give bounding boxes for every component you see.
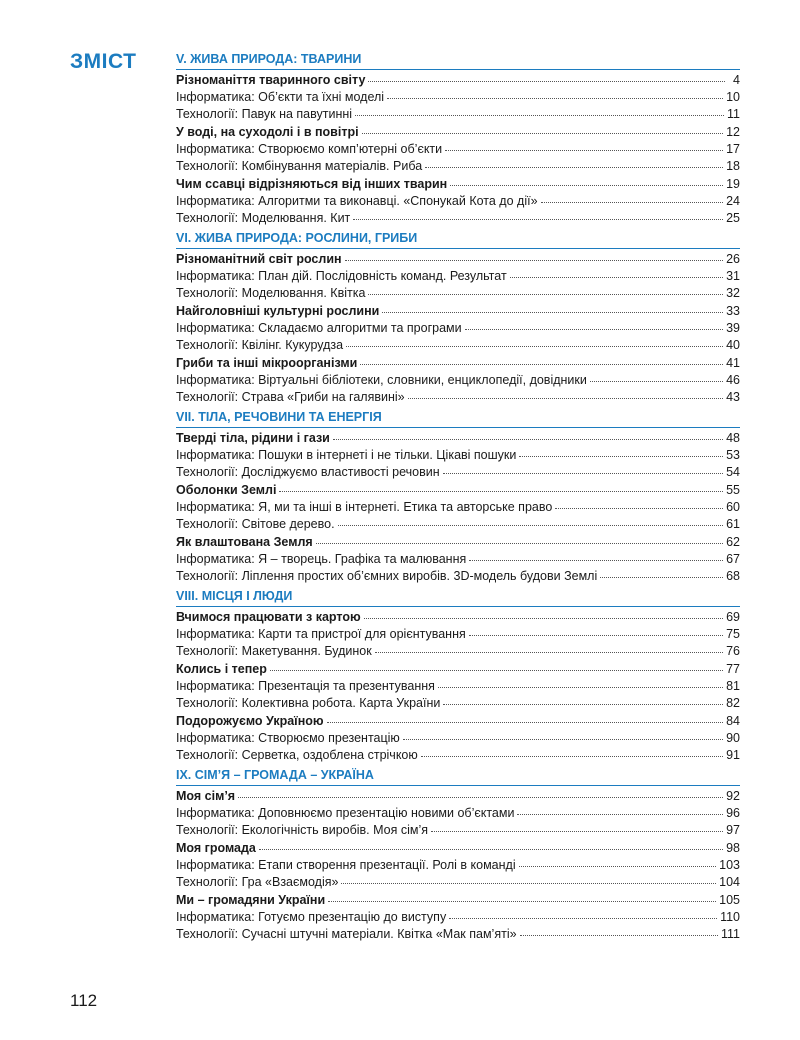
entry-page-number: 31: [726, 269, 740, 283]
table-of-contents: [176, 50, 740, 945]
entry-title: Оболонки Землі: [176, 483, 277, 497]
entry-title: Технології: Ліплення простих об’ємних виробів. 3D-модель будови Землі: [176, 569, 598, 583]
toc-section: [176, 587, 740, 764]
dot-leader: [449, 909, 717, 919]
dot-leader: [279, 482, 723, 492]
entry-title: Технології: Сучасні штучні матеріали. Квітка «Мак пам’яті»: [176, 927, 517, 941]
toc-subentry[interactable]: [176, 747, 740, 764]
entry-title: Колись і тепер: [176, 662, 267, 676]
entry-page-number: 96: [726, 806, 740, 820]
dot-leader: [450, 176, 723, 186]
entry-title: Найголовніші культурні рослини: [176, 304, 380, 318]
toc-topic-entry[interactable]: [176, 892, 740, 909]
toc-subentry[interactable]: [176, 89, 740, 106]
toc-subentry[interactable]: [176, 874, 740, 891]
entry-title: Технології: Макетування. Будинок: [176, 644, 372, 658]
dot-leader: [445, 141, 723, 151]
entry-page-number: 91: [726, 748, 740, 762]
entry-title: Подорожуємо Україною: [176, 714, 324, 728]
entry-title: Ми – громадяни України: [176, 893, 326, 907]
toc-subentry[interactable]: [176, 285, 740, 302]
dot-leader: [469, 551, 723, 561]
dot-leader: [519, 447, 723, 457]
entry-title: Інформатика: Пошуки в інтернеті і не тільки. Цікаві пошуки: [176, 448, 517, 462]
toc-topic-entry[interactable]: [176, 251, 740, 268]
entry-title: Технології: Серветка, оздоблена стрічкою: [176, 748, 418, 762]
dot-leader: [238, 788, 723, 798]
dot-leader: [259, 840, 723, 850]
entry-page-number: 4: [733, 73, 740, 87]
entry-page-number: 110: [720, 910, 740, 924]
section-heading: VI. ЖИВА ПРИРОДА: РОСЛИНИ, ГРИБИ: [176, 229, 740, 249]
entry-title: Тверді тіла, рідини і гази: [176, 431, 330, 445]
toc-subentry[interactable]: [176, 372, 740, 389]
entry-title: Інформатика: Етапи створення презентації. Ролі в команді: [176, 858, 516, 872]
dot-leader: [443, 695, 723, 705]
entry-title: Інформатика: Карти та пристрої для орієнтування: [176, 627, 466, 641]
toc-topic-entry[interactable]: [176, 124, 740, 141]
entry-page-number: 105: [719, 893, 740, 907]
entry-title: Технології: Гра «Взаємодія»: [176, 875, 339, 889]
entry-page-number: 84: [726, 714, 740, 728]
page-number: 112: [70, 991, 98, 1010]
section-heading: V. ЖИВА ПРИРОДА: ТВАРИНИ: [176, 50, 740, 70]
toc-subentry[interactable]: [176, 447, 740, 464]
toc-topic-entry[interactable]: [176, 788, 740, 805]
toc-section: [176, 50, 740, 227]
section-heading: VIII. МІСЦЯ І ЛЮДИ: [176, 587, 740, 607]
entry-title: Інформатика: Я, ми та інші в інтернеті. Етика та авторське право: [176, 500, 553, 514]
entry-page-number: 69: [726, 610, 740, 624]
entry-page-number: 92: [726, 789, 740, 803]
toc-topic-entry[interactable]: [176, 355, 740, 372]
dot-leader: [360, 355, 723, 365]
toc-subentry[interactable]: [176, 320, 740, 337]
dot-leader: [368, 72, 725, 82]
entry-title: Різноманітний світ рослин: [176, 252, 342, 266]
toc-topic-entry[interactable]: [176, 661, 740, 678]
entry-title: Гриби та інші мікроорганізми: [176, 356, 358, 370]
entry-page-number: 24: [726, 194, 740, 208]
entry-title: Інформатика: Готуємо презентацію до виступу: [176, 910, 447, 924]
entry-page-number: 61: [726, 517, 740, 531]
dot-leader: [346, 337, 723, 347]
toc-section: [176, 766, 740, 943]
dot-leader: [355, 106, 724, 116]
entry-page-number: 46: [726, 373, 740, 387]
entry-page-number: 98: [726, 841, 740, 855]
entry-page-number: 19: [726, 177, 740, 191]
entry-page-number: 90: [726, 731, 740, 745]
dot-leader: [555, 499, 723, 509]
toc-topic-entry[interactable]: [176, 609, 740, 626]
entry-title: Технології: Комбінування матеріалів. Риба: [176, 159, 423, 173]
toc-subentry[interactable]: [176, 337, 740, 354]
entry-page-number: 26: [726, 252, 740, 266]
entry-page-number: 39: [726, 321, 740, 335]
entry-page-number: 40: [726, 338, 740, 352]
dot-leader: [421, 747, 723, 757]
dot-leader: [316, 534, 723, 544]
toc-subentry[interactable]: [176, 193, 740, 210]
entry-title: Технології: Моделювання. Кит: [176, 211, 351, 225]
entry-title: Вчимося працювати з картою: [176, 610, 361, 624]
toc-topic-entry[interactable]: [176, 840, 740, 857]
toc-topic-entry[interactable]: [176, 72, 740, 89]
section-heading: IX. СІМ’Я – ГРОМАДА – УКРАЇНА: [176, 766, 740, 786]
entry-page-number: 43: [726, 390, 740, 404]
dot-leader: [465, 320, 723, 330]
toc-subentry[interactable]: [176, 499, 740, 516]
entry-title: Інформатика: Віртуальні бібліотеки, словники, енциклопедії, довідники: [176, 373, 587, 387]
toc-section: [176, 229, 740, 406]
dot-leader: [362, 124, 724, 134]
entry-title: Технології: Страва «Гриби на галявині»: [176, 390, 405, 404]
toc-subentry[interactable]: [176, 106, 740, 123]
entry-title: Інформатика: Презентація та презентування: [176, 679, 435, 693]
dot-leader: [375, 643, 723, 653]
dot-leader: [510, 268, 723, 278]
entry-title: Інформатика: Я – творець. Графіка та малювання: [176, 552, 467, 566]
toc-subentry[interactable]: [176, 551, 740, 568]
toc-subentry[interactable]: [176, 822, 740, 839]
entry-title: Технології: Павук на павутинні: [176, 107, 353, 121]
toc-subentry[interactable]: [176, 141, 740, 158]
toc-subentry[interactable]: [176, 158, 740, 175]
dot-leader: [338, 516, 724, 526]
dot-leader: [517, 805, 723, 815]
entry-title: Інформатика: Складаємо алгоритми та програми: [176, 321, 462, 335]
entry-title: Інформатика: Створюємо комп’ютерні об’єкти: [176, 142, 443, 156]
entry-title: Технології: Світове дерево.: [176, 517, 335, 531]
dot-leader: [270, 661, 723, 671]
toc-subentry[interactable]: [176, 389, 740, 406]
entry-title: Технології: Квілінг. Кукурудза: [176, 338, 344, 352]
toc-subentry[interactable]: [176, 643, 740, 660]
entry-title: Моя громада: [176, 841, 256, 855]
entry-title: Як влаштована Земля: [176, 535, 313, 549]
dot-leader: [368, 285, 723, 295]
toc-topic-entry[interactable]: [176, 482, 740, 499]
toc-subentry[interactable]: [176, 909, 740, 926]
entry-title: Інформатика: Доповнюємо презентацію новими об’єктами: [176, 806, 515, 820]
entry-page-number: 82: [726, 696, 740, 710]
dot-leader: [341, 874, 716, 884]
entry-title: Інформатика: Створюємо презентацію: [176, 731, 400, 745]
dot-leader: [403, 730, 723, 740]
toc-subentry[interactable]: [176, 805, 740, 822]
entry-page-number: 41: [726, 356, 740, 370]
toc-subentry[interactable]: [176, 926, 740, 943]
dot-leader: [364, 609, 723, 619]
entry-page-number: 81: [726, 679, 740, 693]
toc-subentry[interactable]: [176, 678, 740, 695]
toc-subentry[interactable]: [176, 568, 740, 585]
dot-leader: [469, 626, 723, 636]
entry-title: Моя сім’я: [176, 789, 236, 803]
dot-leader: [387, 89, 723, 99]
entry-page-number: 53: [726, 448, 740, 462]
entry-title: Інформатика: Алгоритми та виконавці. «Спонукай Кота до дії»: [176, 194, 538, 208]
entry-page-number: 10: [726, 90, 740, 104]
entry-page-number: 103: [719, 858, 740, 872]
toc-topic-entry[interactable]: [176, 430, 740, 447]
entry-title: Інформатика: План дій. Послідовність команд. Результат: [176, 269, 507, 283]
entry-page-number: 17: [726, 142, 740, 156]
toc-section: [176, 408, 740, 585]
entry-page-number: 77: [726, 662, 740, 676]
dot-leader: [425, 158, 723, 168]
toc-subentry[interactable]: [176, 464, 740, 481]
dot-leader: [408, 389, 723, 399]
entry-title: Різноманіття тваринного світу: [176, 73, 366, 87]
section-heading: VII. ТІЛА, РЕЧОВИНИ ТА ЕНЕРГІЯ: [176, 408, 740, 428]
entry-page-number: 60: [726, 500, 740, 514]
dot-leader: [590, 372, 723, 382]
entry-page-number: 104: [719, 875, 740, 889]
dot-leader: [333, 430, 723, 440]
toc-topic-entry[interactable]: [176, 713, 740, 730]
entry-page-number: 12: [726, 125, 740, 139]
entry-page-number: 62: [726, 535, 740, 549]
dot-leader: [382, 303, 723, 313]
entry-page-number: 18: [726, 159, 740, 173]
dot-leader: [519, 857, 717, 867]
entry-page-number: 75: [726, 627, 740, 641]
entry-title: Чим ссавці відрізняються від інших тварин: [176, 177, 448, 191]
dot-leader: [443, 464, 723, 474]
entry-title: Технології: Колективна робота. Карта України: [176, 696, 441, 710]
entry-page-number: 11: [727, 107, 740, 121]
entry-title: Технології: Досліджуємо властивості речовин: [176, 465, 440, 479]
dot-leader: [327, 713, 724, 723]
entry-title: Інформатика: Об’єкти та їхні моделі: [176, 90, 385, 104]
toc-subentry[interactable]: [176, 268, 740, 285]
entry-title: У воді, на суходолі і в повітрі: [176, 125, 359, 139]
toc-subentry[interactable]: [176, 626, 740, 643]
entry-page-number: 67: [726, 552, 740, 566]
entry-page-number: 68: [726, 569, 740, 583]
entry-page-number: 97: [726, 823, 740, 837]
entry-page-number: 48: [726, 431, 740, 445]
dot-leader: [431, 822, 723, 832]
toc-topic-entry[interactable]: [176, 176, 740, 193]
page-title: ЗМІСТ: [70, 50, 137, 73]
dot-leader: [600, 568, 723, 578]
entry-page-number: 111: [720, 927, 740, 941]
entry-page-number: 25: [726, 211, 740, 225]
toc-topic-entry[interactable]: [176, 303, 740, 320]
entry-page-number: 33: [726, 304, 740, 318]
dot-leader: [328, 892, 716, 902]
entry-page-number: 54: [726, 465, 740, 479]
toc-subentry[interactable]: [176, 730, 740, 747]
toc-subentry[interactable]: [176, 857, 740, 874]
dot-leader: [345, 251, 724, 261]
entry-page-number: 32: [726, 286, 740, 300]
dot-leader: [541, 193, 724, 203]
toc-subentry[interactable]: [176, 210, 740, 227]
entry-title: Технології: Екологічність виробів. Моя сім’я: [176, 823, 429, 837]
toc-topic-entry[interactable]: [176, 534, 740, 551]
dot-leader: [520, 926, 718, 936]
toc-subentry[interactable]: [176, 516, 740, 533]
toc-subentry[interactable]: [176, 695, 740, 712]
entry-title: Технології: Моделювання. Квітка: [176, 286, 366, 300]
entry-page-number: 76: [726, 644, 740, 658]
entry-page-number: 55: [726, 483, 740, 497]
dot-leader: [353, 210, 723, 220]
dot-leader: [438, 678, 723, 688]
